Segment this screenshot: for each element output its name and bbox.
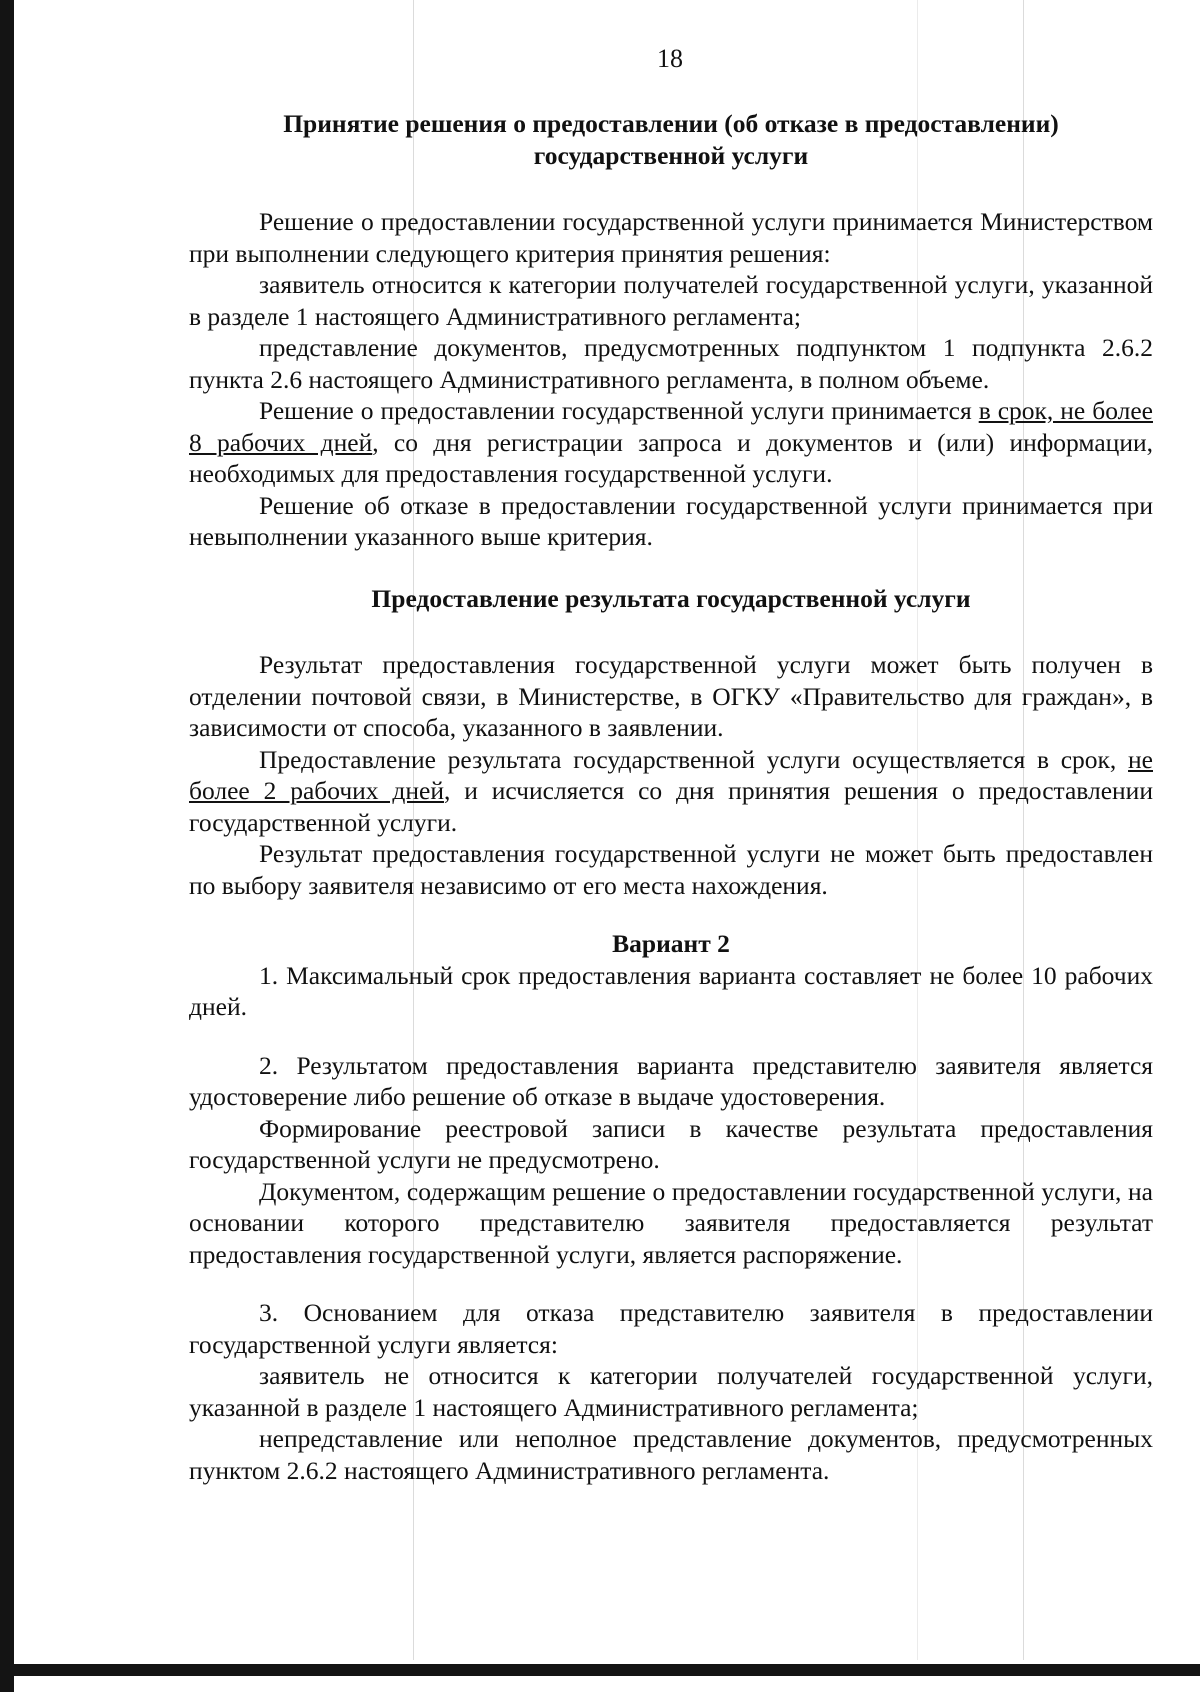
underlined-deadline: в срок, не более 8 рабочих дней (189, 396, 1153, 457)
underlined-deadline: не более 2 рабочих дней (189, 744, 1153, 805)
paragraph: заявитель не относится к категории получателей государственной услуги, указанной в разделе 1 настоящего Административного регламента; (189, 1361, 1153, 1422)
scan-border-bottom (0, 1664, 1200, 1676)
section-heading-result: Предоставление результата государственной услуги (371, 583, 971, 613)
paragraph-decision-deadline (189, 395, 1153, 490)
text-run: , со дня регистрации запроса и документов и (или) информации, необходимых для предоставления государственной услуги. (189, 427, 1153, 488)
paragraph: представление документов, предусмотренных подпунктом 1 подпункта 2.6.2 пункта 2.6 настоящего Административного регламента, в полном объеме. (189, 333, 1153, 394)
paragraph: Формирование реестровой записи в качестве результата предоставления государственной услуги не предусмотрено. (189, 1113, 1153, 1174)
paragraph: Результат предоставления государственной услуги не может быть предоставлен по выбору заявителя независимо от его места нахождения. (189, 839, 1153, 900)
page-number: 18 (657, 44, 683, 73)
text-run: Решение о предоставлении государственной услуги принимается (259, 396, 979, 425)
scan-border-left (0, 0, 14, 1692)
paragraph-result-deadline (189, 744, 1153, 839)
section-heading-variant: Вариант 2 (612, 929, 730, 958)
heading-line: государственной услуги (533, 140, 809, 170)
section-heading-decision (189, 108, 1153, 171)
paragraph: Решение об отказе в предоставлении государственной услуги принимается при невыполнении указанного выше критерия. (189, 490, 1153, 551)
text-run: Предоставление результата государственной услуги осуществляется в срок, (259, 744, 1129, 774)
paragraph: Результат предоставления государственной услуги может быть получен в отделении почтовой связи, в Министерстве, в ОГКУ «Правительство для граждан», в зависимости от способа, указанного в заявлении. (189, 650, 1153, 742)
document-body (189, 108, 1153, 1486)
paragraph: Документом, содержащим решение о предоставлении государственной услуги, на основании которого представителю заявителя предоставляется результат предоставления государственной услуги, является распоряжение. (189, 1176, 1153, 1269)
heading-line: Принятие решения о предоставлении (об отказе в предоставлении) (283, 109, 1059, 138)
list-item: 1. Максимальный срок предоставления варианта составляет не более 10 рабочих дней. (189, 960, 1153, 1021)
paragraph: непредставление или неполное представление документов, предусмотренных пунктом 2.6.2 настоящего Административного регламента. (189, 1424, 1153, 1485)
paragraph: Решение о предоставлении государственной услуги принимается Министерством при выполнении следующего критерия принятия решения: (189, 207, 1153, 268)
text-run: , и исчисляется со дня принятия решения о предоставлении государственной услуги. (189, 776, 1153, 837)
paragraph: заявитель относится к категории получателей государственной услуги, указанной в разделе 1 настоящего Административного регламента; (189, 270, 1153, 331)
list-item: 3. Основанием для отказа представителю заявителя в предоставлении государственной услуги является: (189, 1298, 1153, 1359)
list-item: 2. Результатом предоставления варианта представителю заявителя является удостоверение либо решение об отказе в выдаче удостоверения. (189, 1050, 1153, 1111)
